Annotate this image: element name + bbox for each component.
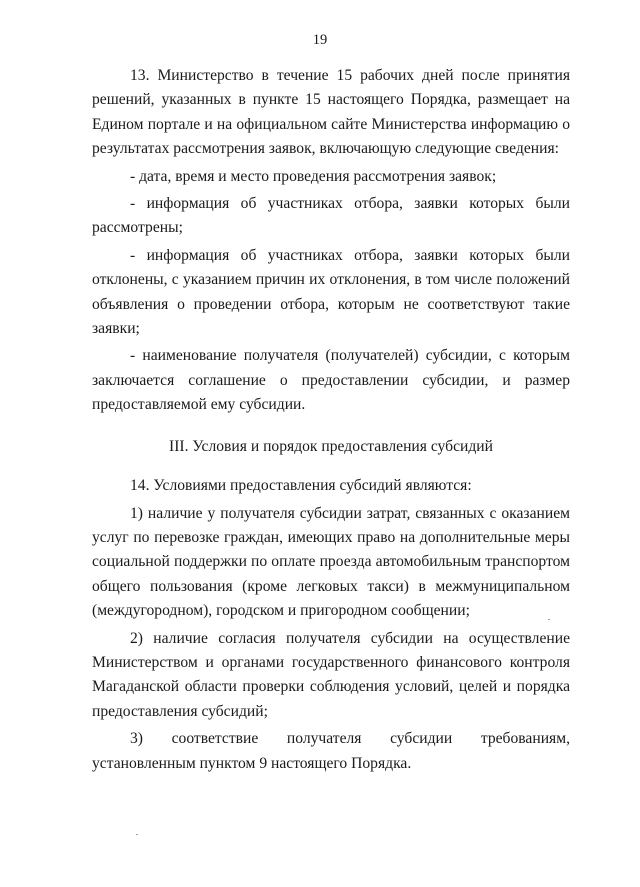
list-item-recipient-name: - наименование получателя (получателей) субсидии, с которым заключается соглашение о предоставлении субсидии, и размер предоставляемой ему субсидии. — [92, 347, 570, 414]
condition-item-3: 3) соответствие получателя субсидии требованиям, установленным пунктом 9 настоящего Порядка. — [92, 730, 570, 772]
scan-speck — [548, 619, 550, 620]
condition-item-2: 2) наличие согласия получателя субсидии на осуществление Министерством и органами государственного финансового контроля Магаданской области проверки соблюдения условий, целей и порядка предоставления субсидий; — [92, 629, 570, 720]
page-number: 19 — [312, 32, 328, 48]
section-heading: III. Условия и порядок предоставления субсидий — [169, 437, 493, 455]
list-item-rejected-participants: - информация об участниках отбора, заявки которых были отклонены, с указанием причин их отклонения, в том числе положений объявления о проведении отбора, которым не соответствуют такие заявки; — [92, 246, 570, 338]
paragraph-13: 13. Министерство в течение 15 рабочих дней после принятия решений, указанных в пункте 15 настоящего Порядка, размещает на Едином портале и на официальном сайте Министерства информацию о результатах рассмотрения заявок, включающую следующие сведения: — [92, 67, 570, 158]
condition-item-1: 1) наличие у получателя субсидии затрат, связанных с оказанием услуг по перевозке граждан, имеющих право на дополнительные меры социальной поддержки по оплате проезда автомобильным транспортом общего пользования (кроме легковых такси) в межмуниципальном (междугородном), городском и пригородном сообщении; — [92, 504, 570, 620]
document-body — [92, 64, 570, 779]
list-item-date-time-place: - дата, время и место проведения рассмотрения заявок; — [130, 167, 497, 185]
list-item-reviewed-participants: - информация об участниках отбора, заявки которых были рассмотрены; — [92, 195, 570, 237]
paragraph-14: 14. Условиями предоставления субсидий являются: — [130, 477, 472, 495]
scan-speck — [136, 834, 138, 835]
